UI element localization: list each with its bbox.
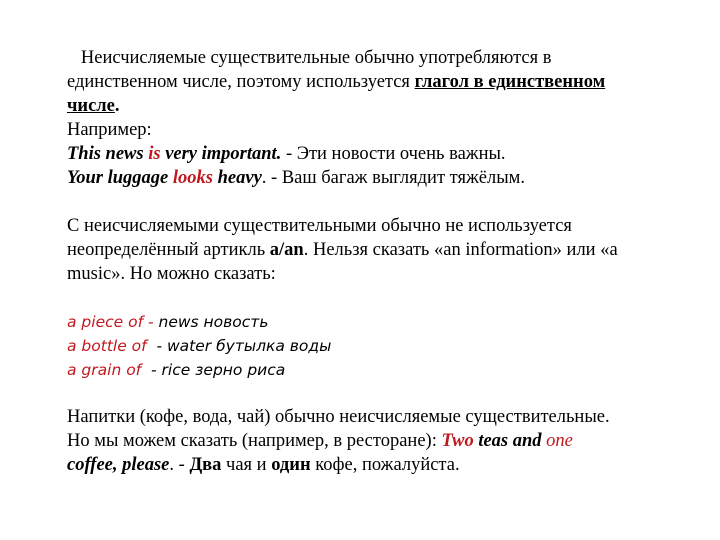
article-text: a/an xyxy=(269,240,304,260)
example-sentence-2 xyxy=(67,166,525,190)
para1-line4: Например: xyxy=(67,120,152,140)
text: неопределённый артикль xyxy=(67,240,270,260)
text: . Нельзя сказать «an information» или «a xyxy=(303,240,618,260)
text: Your luggage xyxy=(67,168,173,188)
translation: - water бутылка воды xyxy=(151,337,332,355)
para3-line3 xyxy=(67,453,460,477)
para1-line2 xyxy=(67,70,605,94)
example-phrase-3 xyxy=(67,358,285,382)
para1-line3 xyxy=(67,94,120,118)
translation: - Эти новости очень важны. xyxy=(281,144,506,164)
phrase: a grain of xyxy=(67,361,147,379)
translation: . - Ваш багаж выглядит тяжёлым. xyxy=(261,168,525,188)
text: coffee, please xyxy=(67,455,170,475)
verb-highlight: is xyxy=(148,144,161,164)
text: чая и xyxy=(221,455,272,475)
text: . - xyxy=(169,455,190,475)
para3-line2 xyxy=(67,429,573,453)
emphasis-text: числе xyxy=(67,96,115,116)
text: teas and xyxy=(473,431,547,451)
verb-highlight: looks xyxy=(172,168,213,188)
phrase: a bottle of xyxy=(67,337,152,355)
phrase: a piece of - xyxy=(67,313,154,331)
text: very important. xyxy=(160,144,282,164)
text: This news xyxy=(67,144,149,164)
text: единственном числе, поэтому используется xyxy=(67,72,415,92)
example-sentence-1 xyxy=(67,142,506,166)
text: один xyxy=(271,455,311,475)
para2-line2 xyxy=(67,238,618,262)
emphasis-text: глагол в единственном xyxy=(414,72,606,92)
example-phrase-1 xyxy=(67,310,268,334)
translation: news новость xyxy=(153,313,269,331)
para3-line1: Напитки (кофе, вода, чай) обычно неисчисляемые существительные. xyxy=(67,407,610,427)
para1-line1: Неисчисляемые существительные обычно употребляются в xyxy=(67,48,552,68)
text: Два xyxy=(189,455,222,475)
para2-line3: music». Но можно сказать: xyxy=(67,264,276,284)
highlight: Two xyxy=(441,431,474,451)
example-phrase-2 xyxy=(67,334,331,358)
text: . xyxy=(114,96,120,116)
text: Но мы можем сказать (например, в ресторане): xyxy=(67,431,442,451)
text: heavy xyxy=(212,168,262,188)
translation: - rice зерно риса xyxy=(146,361,286,379)
highlight: one xyxy=(546,431,573,451)
text: кофе, пожалуйста. xyxy=(310,455,460,475)
para2-line1: С неисчисляемыми существительными обычно не используется xyxy=(67,216,572,236)
